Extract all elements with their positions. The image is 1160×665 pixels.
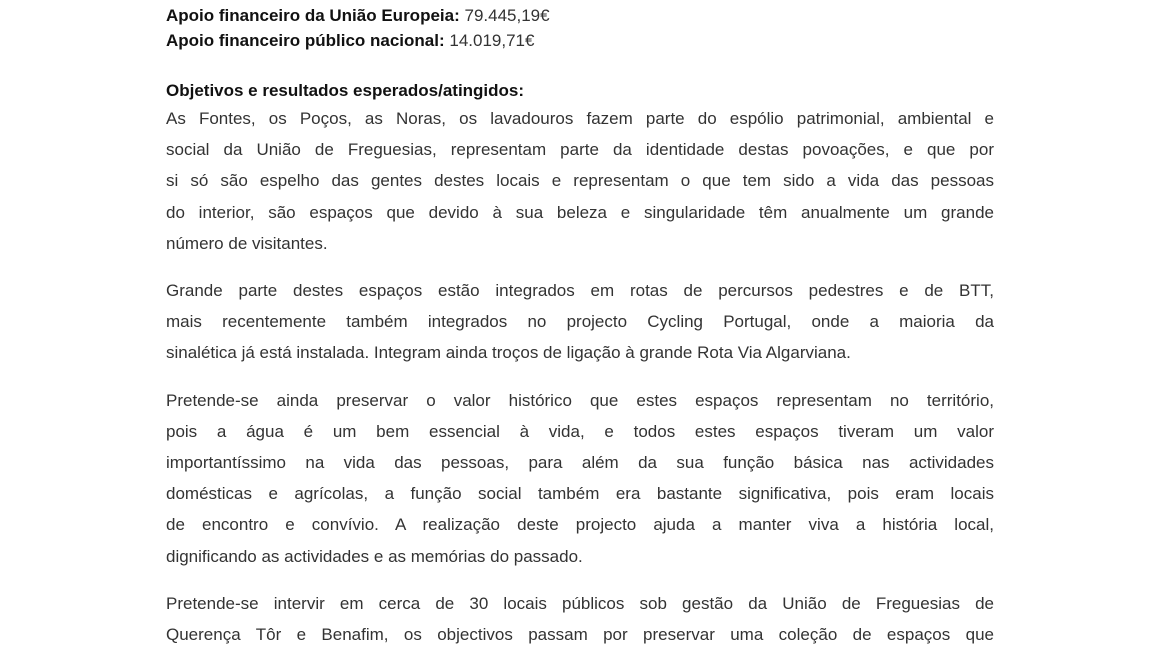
- funding-national-line: [166, 28, 994, 53]
- paragraph-line: Grande parte destes espaços estão integrados em rotas de percursos pedestres e de BTT,: [166, 281, 994, 301]
- funding-national-label: Apoio financeiro público nacional:: [166, 31, 445, 50]
- paragraph-line: número de visitantes.: [166, 233, 328, 253]
- paragraph-line: pois a água é um bem essencial à vida, e todos estes espaços tiveram um valor: [166, 421, 994, 441]
- paragraph-line: de encontro e convívio. A realização deste projecto ajuda a manter viva a história local,: [166, 515, 994, 535]
- document-content: [166, 3, 994, 665]
- funding-national-value: 14.019,71€: [449, 31, 535, 50]
- paragraph-routes: [166, 275, 994, 369]
- paragraph-line: si só são espelho das gentes destes locais e representam o que tem sido a vida das pessoas: [166, 171, 994, 191]
- paragraph-line: Pretende-se ainda preservar o valor histórico que estes espaços representam no território,: [166, 390, 994, 410]
- paragraph-line: do interior, são espaços que devido à sua beleza e singularidade têm anualmente um grande: [166, 202, 994, 222]
- paragraph-line: Pretende-se intervir em cerca de 30 locais públicos sob gestão da União de Freguesias de: [166, 593, 994, 613]
- paragraph-line: domésticas e agrícolas, a função social também era bastante significativa, pois eram locais: [166, 484, 994, 504]
- paragraph-intervention: [166, 588, 994, 650]
- paragraph-line: sinalética já está instalada. Integram ainda troços de ligação à grande Rota Via Algarviana.: [166, 343, 851, 363]
- paragraph-line: As Fontes, os Poços, as Noras, os lavadouros fazem parte do espólio patrimonial, ambiental e: [166, 109, 994, 128]
- paragraph-line: dignificando as actividades e as memórias do passado.: [166, 546, 583, 566]
- funding-eu-label: Apoio financeiro da União Europeia:: [166, 6, 460, 25]
- section-heading: Objetivos e resultados esperados/atingidos:: [166, 81, 525, 100]
- paragraph-heritage: [166, 103, 994, 259]
- paragraph-line: Querença Tôr e Benafim, os objectivos passam por preservar uma coleção de espaços que: [166, 625, 994, 645]
- paragraph-line: social da União de Freguesias, representam parte da identidade destas povoações, e que por: [166, 140, 994, 160]
- paragraph-line: mais recentemente também integrados no projecto Cycling Portugal, onde a maioria da: [166, 312, 994, 332]
- funding-eu-line: [166, 3, 994, 28]
- paragraph-history: [166, 385, 994, 572]
- paragraph-line: importantíssimo na vida das pessoas, para além da sua função básica nas actividades: [166, 453, 994, 473]
- funding-eu-value: 79.445,19€: [464, 6, 550, 25]
